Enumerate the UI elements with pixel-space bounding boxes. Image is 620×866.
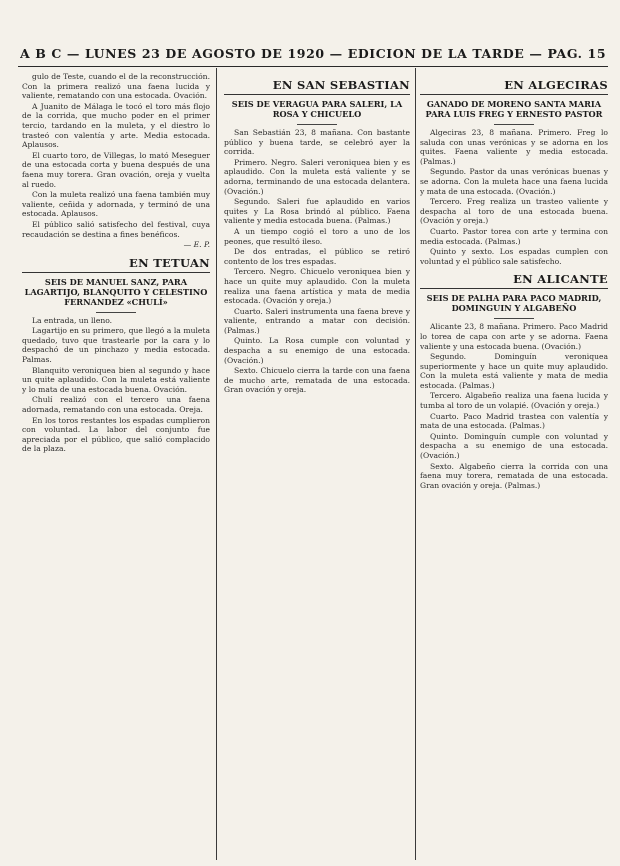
paragraph: Primero. Negro. Saleri veroniquea bien y es aplaudido. Con la muleta está valiente y se adorna, terminando de una estocada delantera. (Ovación.) xyxy=(224,157,410,196)
paragraph: Sexto. Algabeño cierra la corrida con una faena muy torera, rematada de una estocada. Gran ovación y oreja. (Palmas.) xyxy=(420,461,608,490)
paragraph: Tercero. Freg realiza un trasteo valiente y despacha al toro de una estocada buena. (Ovación y oreja.) xyxy=(420,197,608,226)
short-rule xyxy=(494,124,534,125)
page-header: A B C — LUNES 23 DE AGOSTO DE 1920 — EDICION DE LA TARDE — PAG. 15 xyxy=(20,46,606,61)
algeciras-report xyxy=(420,128,608,266)
section-title-alicante: EN ALICANTE xyxy=(420,272,608,289)
column-divider xyxy=(216,68,217,860)
section-title-tetuan: EN TETUAN xyxy=(22,256,210,273)
paragraph: A Juanito de Málaga le tocó el toro más flojo de la corrida, que mucho poder en el primer tercio, tardando en la muleta, y el diestro lo trasteó con valentía y arte. Media estocada. Aplausos. xyxy=(22,101,210,150)
paragraph: Blanquito veroniquea bien al segundo y hace un quite aplaudido. Con la muleta está valiente y lo mata de una estocada buena. Ovación. xyxy=(22,365,210,394)
column-divider xyxy=(415,68,416,860)
short-rule xyxy=(96,312,136,313)
article-subhead: SEIS DE MANUEL SANZ, PARA LAGARTIJO, BLANQUITO Y CELESTINO FERNANDEZ «CHULÍ» xyxy=(24,276,208,307)
alicante-report xyxy=(420,322,608,490)
article-subhead: GANADO DE MORENO SANTA MARIA PARA LUIS FREG Y ERNESTO PASTOR xyxy=(425,99,603,119)
paragraph: San Sebastián 23, 8 mañana. Con bastante público y buena tarde, se celebró ayer la corrida. xyxy=(224,128,410,157)
column-right xyxy=(420,72,608,858)
edition-label: EDICION DE LA TARDE xyxy=(347,46,525,61)
article-subhead: SEIS DE VERAGUA PARA SALERI, LA ROSA Y CHICUELO xyxy=(231,99,403,119)
paragraph: El cuarto toro, de Villegas, lo mató Meseguer de una estocada corta y buena después de una faena muy torera. Gran ovación, oreja y vuelta al ruedo. xyxy=(22,150,210,189)
paragraph: gulo de Teste, cuando el de la reconstrucción. Con la primera realizó una faena lucida y valiente, rematando con una estocada. Ovación. xyxy=(22,72,210,101)
paragraph: Cuarto. Pastor torea con arte y termina con media estocada. (Palmas.) xyxy=(420,226,608,246)
paragraph: Lagartijo en su primero, que llegó a la muleta quedado, tuvo que trastearle por la cara y lo despachó de un pinchazo y media estocada. Palmas. xyxy=(22,326,210,365)
issue-date: LUNES 23 DE AGOSTO DE 1920 xyxy=(84,46,325,61)
header-rule xyxy=(18,66,608,67)
article-subhead: SEIS DE PALHA PARA PACO MADRID, DOMINGUIN Y ALGABEÑO xyxy=(426,293,602,314)
page-number: PAG. 15 xyxy=(547,46,606,61)
paragraph: Quinto y sexto. Los espadas cumplen con voluntad y el público sale satisfecho. xyxy=(420,247,608,266)
paragraph: Segundo. Pastor da unas verónicas buenas y se adorna. Con la muleta hace una faena lucida y mata de una estocada. (Ovación.) xyxy=(420,167,608,196)
paragraph: Sexto. Chicuelo cierra la tarde con una faena de mucho arte, rematada de una estocada. Gran ovación y oreja. xyxy=(224,366,410,395)
tetuan-report xyxy=(22,316,210,454)
paragraph: Alicante 23, 8 mañana. Primero. Paco Madrid lo torea de capa con arte y se adorna. Faena valiente y una estocada buena. (Ovación.) xyxy=(420,322,608,351)
paragraph: Cuarto. Saleri instrumenta una faena breve y valiente, entrando a matar con decisión. (Palmas.) xyxy=(224,306,410,335)
column-middle xyxy=(224,72,410,858)
paragraph: El público salió satisfecho del festival, cuya recaudación se destina a fines benéficos. xyxy=(22,219,210,239)
paragraph: Tercero. Negro. Chicuelo veroniquea bien y hace un quite muy aplaudido. Con la muleta realiza una faena artística y mata de media estocada. (Ovación y oreja.) xyxy=(224,267,410,306)
paragraph: Segundo. Saleri fue aplaudido en varios quites y La Rosa brindó al público. Faena valiente y media estocada buena. (Palmas.) xyxy=(224,197,410,226)
paragraph: Algeciras 23, 8 mañana. Primero. Freg lo saluda con unas verónicas y se adorna en los quites. Faena valiente y media estocada. (Palmas.) xyxy=(420,128,608,166)
section-title-san-sebastian: EN SAN SEBASTIAN xyxy=(224,78,410,95)
publication-name: A B C xyxy=(20,46,62,61)
san-sebastian-report xyxy=(224,128,410,395)
paragraph: Con la muleta realizó una faena también muy valiente, ceñida y adornada, y terminó de una estocada. Aplausos. xyxy=(22,190,210,219)
paragraph: En los toros restantes los espadas cumplieron con voluntad. La labor del conjunto fue apreciada por el público, que salió complacido de la plaza. xyxy=(22,415,210,454)
paragraph: Tercero. Algabeño realiza una faena lucida y tumba al toro de un volapié. (Ovación y oreja.) xyxy=(420,391,608,411)
paragraph: Chulí realizó con el tercero una faena adornada, rematando con una estocada. Oreja. xyxy=(22,395,210,415)
signature: — E. P. xyxy=(183,240,210,250)
paragraph: La entrada, un lleno. xyxy=(32,315,113,325)
column-left xyxy=(22,72,210,858)
short-rule xyxy=(297,124,337,125)
paragraph: De dos entradas, el público se retiró contento de los tres espadas. xyxy=(224,247,410,266)
paragraph: Quinto. Dominguín cumple con voluntad y despacha a su enemigo de una estocada. (Ovación.) xyxy=(420,431,608,461)
paragraph: Quinto. La Rosa cumple con voluntad y despacha a su enemigo de una estocada. (Ovación.) xyxy=(224,336,410,365)
intro-article xyxy=(22,72,210,250)
short-rule xyxy=(494,318,534,319)
paragraph: Cuarto. Paco Madrid trastea con valentía y mata de una estocada. (Palmas.) xyxy=(420,411,608,431)
paragraph: Segundo. Dominguín veroniquea superiormente y hace un quite muy aplaudido. Con la muleta está valiente y mata de media estocada. (Palmas.) xyxy=(420,352,608,390)
section-title-algeciras: EN ALGECIRAS xyxy=(420,78,608,95)
paragraph: A un tiempo cogió el toro a uno de los peones, que resultó ileso. xyxy=(224,226,410,246)
